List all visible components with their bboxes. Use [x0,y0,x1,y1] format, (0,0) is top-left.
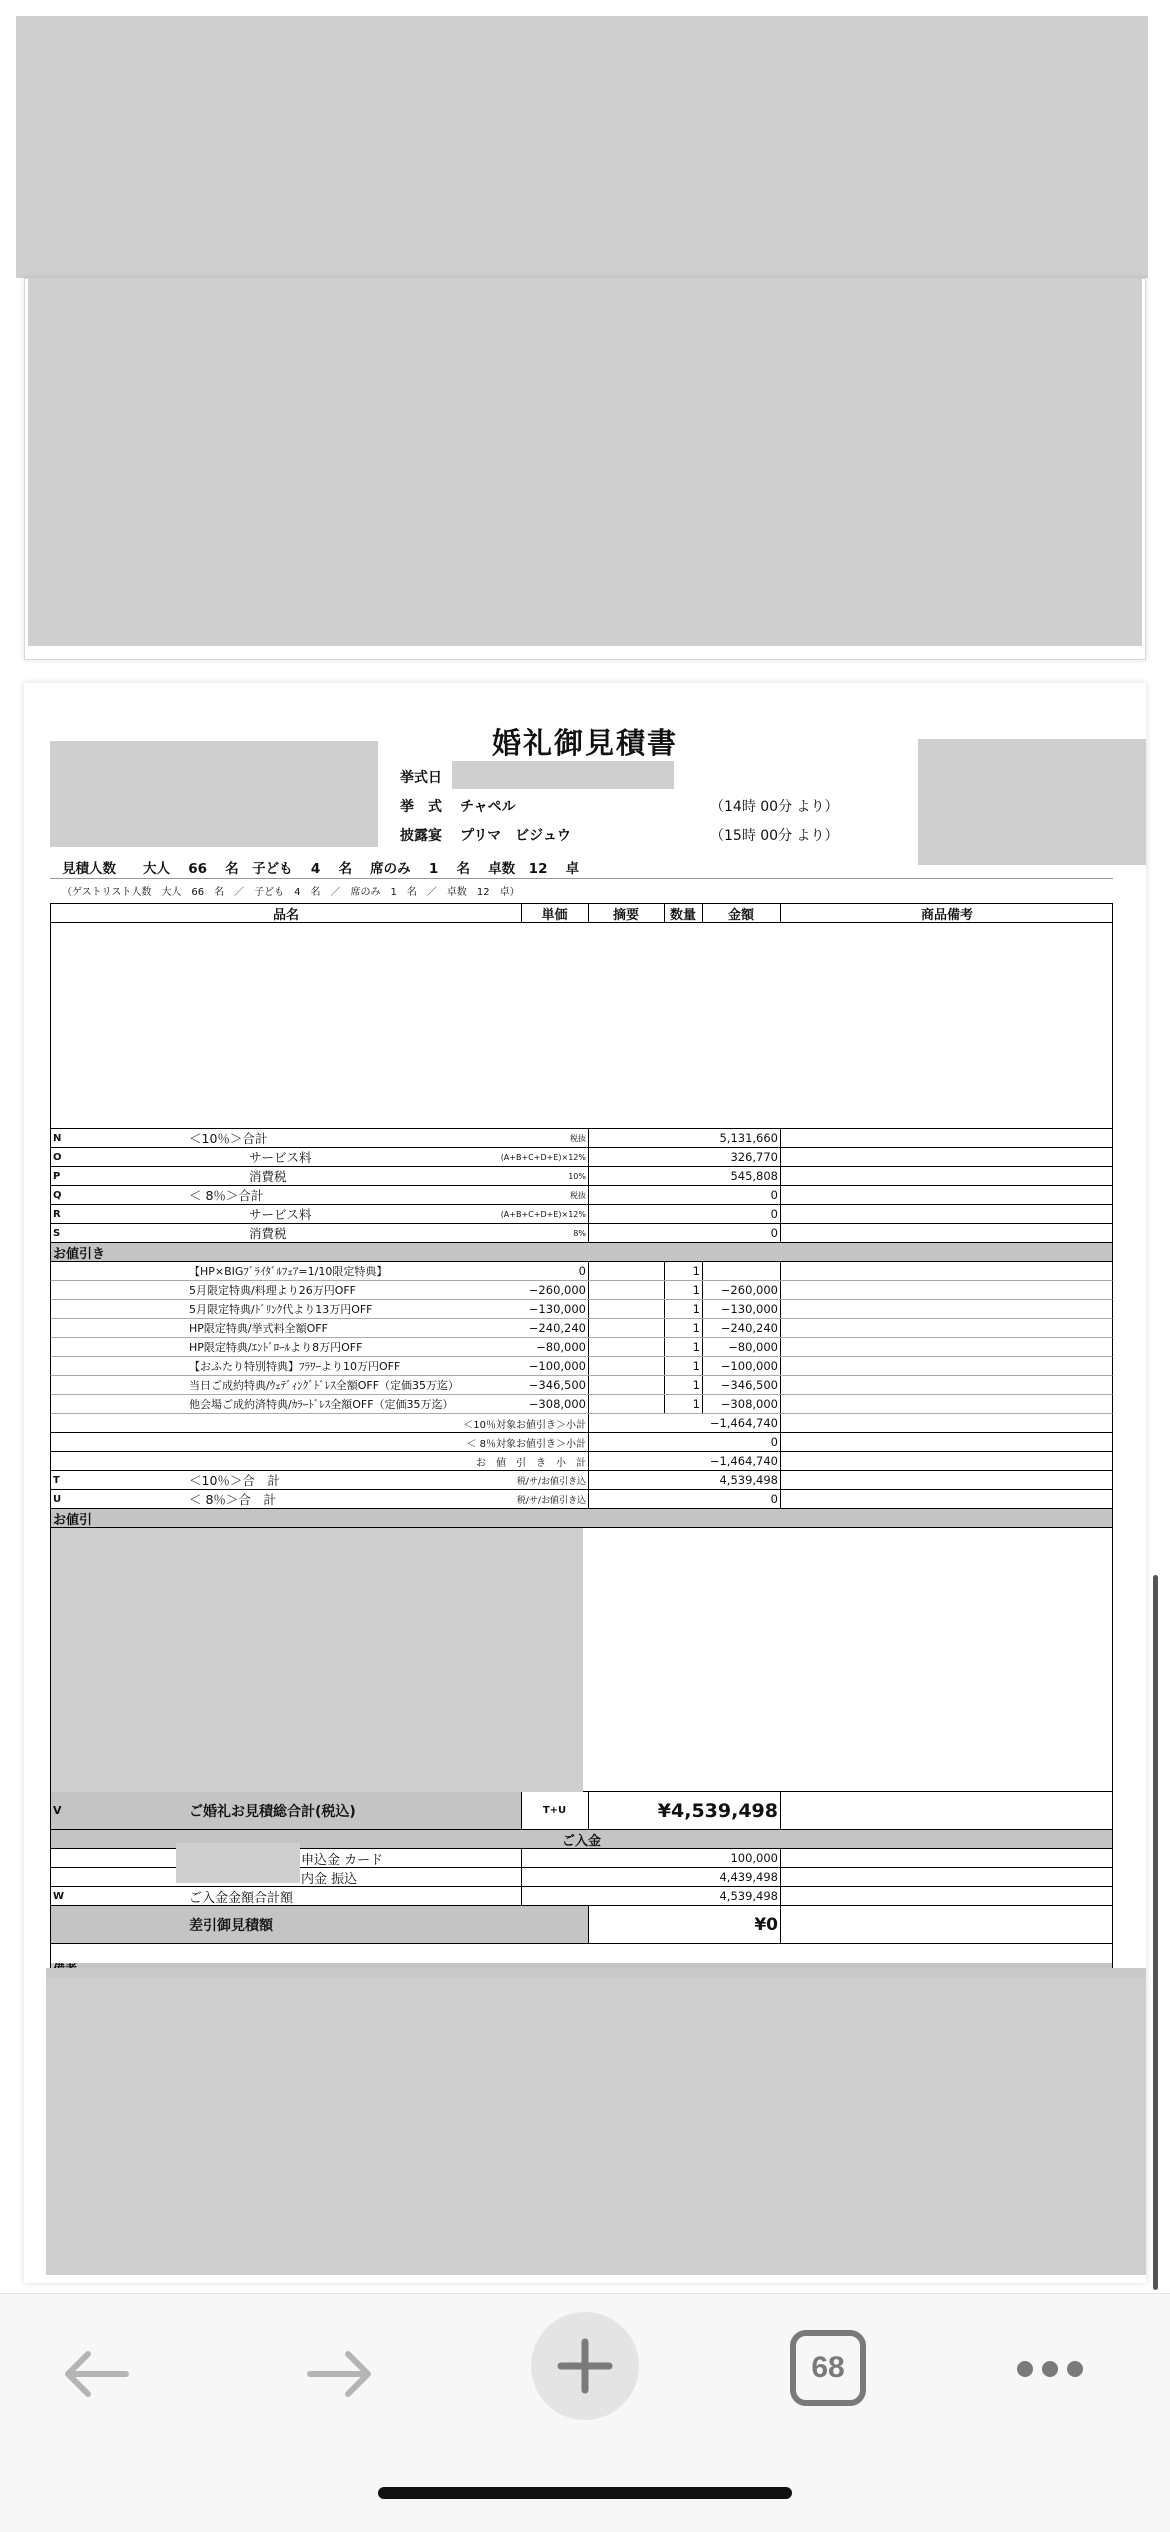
row-name: ＜ 8％＞合計 [189,1188,264,1203]
discount-subtotal-label: ＜ 8％対象お値引き＞小計 [466,1438,586,1450]
discount-subtotal-label: お 値 引 き 小 計 [476,1457,586,1469]
back-button[interactable] [50,2334,140,2414]
redacted-discount2-content [51,1528,583,1792]
redacted-remarks [46,1973,1146,2275]
discount-subtotal-row [50,1414,1113,1433]
grand-total-label: ご婚礼お見積総合計(税込) [189,1803,356,1820]
subtotal-row [50,1129,1113,1148]
discount-row [50,1281,1113,1300]
discount2-area [50,1528,1113,1792]
total-row [50,1471,1113,1490]
discount-name: 5月限定特典/料理より26万円OFF [189,1284,357,1297]
row-code: O [53,1151,62,1163]
discount-amount: −100,000 [720,1359,778,1373]
discount-qty: 1 [692,1378,700,1392]
discount-subtotal-label: ＜10％対象お値引き＞小計 [463,1419,586,1431]
discount-name: HP限定特典/挙式料全額OFF [189,1322,328,1335]
header-qty: 数量 [669,907,696,922]
row-code: N [53,1132,62,1144]
reception-label: 披露宴 [400,828,442,844]
payment-section-label: ご入金 [561,1833,601,1848]
total-memo: 税/サ/お値引き込 [516,1495,586,1506]
row-amount: 0 [770,1188,778,1202]
total-code: T [53,1474,60,1486]
payment-total-row [50,1887,1113,1906]
header-unit-price: 単価 [541,907,568,922]
row-memo: (A+B+C+D+E)×12% [500,1209,586,1219]
more-button[interactable] [1010,2334,1090,2404]
discount-amount: −308,000 [720,1397,778,1411]
estimate-table [50,903,1113,1975]
discount-rows [50,1262,1113,1414]
subtotal-rows [50,1129,1113,1243]
balance-amount: ¥0 [754,1914,778,1935]
row-amount: 5,131,660 [719,1131,778,1145]
discount-row [50,1395,1113,1414]
discount-row [50,1262,1113,1281]
grand-total-amount: ¥4,539,498 [657,1799,778,1822]
ceremony-label: 挙 式 [400,799,442,815]
home-indicator [378,2487,792,2499]
grand-total-code: V [53,1804,62,1817]
discount-name: 当日ご成約特典/ｳｪﾃﾞｨﾝｸﾞﾄﾞﾚｽ全額OFF（定価35万迄） [189,1379,460,1392]
estimate-document [24,683,1146,2283]
row-name: 消費税 [249,1226,287,1241]
header-amount: 金額 [727,907,754,922]
header-notes: 商品備考 [920,907,973,922]
discount-subtotal-amount: 0 [770,1435,778,1449]
discount-name: 【おふたり特別特典】ﾌﾗﾜｰより10万円OFF [189,1360,401,1373]
reception-venue: プリマ ビジュウ [460,828,571,844]
discount-amount: −80,000 [728,1340,778,1354]
payment-amount: 4,439,498 [719,1870,778,1884]
document-title: 婚礼御見積書 [491,726,678,760]
payment-amount: 100,000 [730,1851,778,1865]
row-amount: 0 [770,1207,778,1221]
discount-subtotal-amount: −1,464,740 [709,1416,778,1430]
row-name: ＜10％＞合計 [189,1131,268,1146]
subtotal-row [50,1205,1113,1224]
redacted-payer-name [176,1843,300,1883]
discount-name: 他会場ご成約済特典/ｶﾗｰﾄﾞﾚｽ全額OFF（定価35万迄） [189,1398,454,1411]
balance-label: 差引御見積額 [189,1917,273,1934]
total-memo: 税/サ/お値引き込 [516,1476,586,1487]
discount-unit-price: −130,000 [528,1302,586,1316]
subtotal-row [50,1224,1113,1243]
payment-total-code: W [53,1890,65,1902]
discount-amount [702,1262,778,1280]
subtotal-row [50,1148,1113,1167]
discount-qty: 1 [692,1340,700,1354]
row-memo: 税抜 [570,1190,586,1200]
redacted-logo [918,739,1146,865]
row-code: Q [53,1189,62,1201]
redaction-overlap [46,1968,1146,1978]
discount-subtotal-row [50,1433,1113,1452]
discount-qty: 1 [692,1397,700,1411]
tabs-button[interactable] [790,2330,866,2406]
total-name: ＜ 8％＞合 計 [189,1492,276,1507]
discount-qty: 1 [692,1321,700,1335]
guest-sub-line: （ゲストリスト人数 大人 66 名 ／ 子ども 4 名 ／ 席のみ 1 名 ／ 卓数 12 卓） [62,887,520,898]
row-name: 消費税 [249,1169,287,1184]
discount-subtotal-rows [50,1414,1113,1471]
redacted-ceremony-date [452,761,674,789]
discount2-section-header [50,1509,1113,1528]
total-amount: 4,539,498 [719,1473,778,1487]
ceremony-venue: チャペル [460,799,516,815]
row-name: サービス料 [249,1150,312,1165]
row-memo: 税抜 [570,1133,586,1143]
discount-row [50,1357,1113,1376]
row-code: R [53,1208,61,1220]
discount-row [50,1376,1113,1395]
discount-unit-price: −346,500 [528,1378,586,1392]
payment-total-amount: 4,539,498 [719,1889,778,1903]
balance-row [50,1906,1113,1944]
ceremony-date-label: 挙式日 [400,770,442,786]
guest-line-underline [50,878,1113,879]
redacted-top-banner [16,16,1148,278]
plus-icon [557,2338,613,2394]
subtotal-row [50,1186,1113,1205]
row-amount: 326,770 [730,1150,778,1164]
discount-section-label: お値引き [53,1246,106,1261]
grand-total-formula: T+U [542,1805,567,1816]
discount-unit-price: −100,000 [528,1359,586,1373]
scrollbar[interactable] [1153,1575,1158,2290]
item-list-area [50,923,1113,1129]
row-code: S [53,1227,61,1239]
forward-arrow-icon [306,2349,376,2399]
discount-qty: 1 [692,1264,700,1278]
discount-row [50,1300,1113,1319]
discount-subtotal-amount: −1,464,740 [709,1454,778,1468]
payment-total-label: ご入金金額合計額 [189,1890,294,1905]
payment-label: 内金 振込 [301,1871,358,1886]
discount-amount: −130,000 [720,1302,778,1316]
discount-row [50,1338,1113,1357]
discount-section-header [50,1243,1113,1262]
total-amount: 0 [770,1492,778,1506]
row-memo: (A+B+C+D+E)×12% [500,1152,586,1162]
table-header [50,903,1113,923]
discount-subtotal-row [50,1452,1113,1471]
redacted-previous-page [28,278,1142,646]
row-name: サービス料 [249,1207,312,1222]
discount2-section-label: お値引 [53,1512,93,1527]
discount-amount: −260,000 [720,1283,778,1297]
subtotal-row [50,1167,1113,1186]
new-tab-button[interactable] [531,2312,639,2420]
total-rows [50,1471,1113,1509]
row-memo: 8% [573,1228,586,1238]
discount-qty: 1 [692,1359,700,1373]
redacted-couple-name [50,741,378,847]
header-summary: 摘要 [612,907,639,922]
discount-amount: −346,500 [720,1378,778,1392]
forward-button[interactable] [296,2334,386,2414]
total-code: U [53,1493,62,1505]
total-row [50,1490,1113,1509]
grand-total-row [50,1792,1113,1830]
row-amount: 0 [770,1226,778,1240]
discount-row [50,1319,1113,1338]
tab-count: 68 [811,2351,845,2384]
discount-unit-price: 0 [578,1264,586,1278]
discount-qty: 1 [692,1302,700,1316]
spacer-row [50,1944,1113,1963]
discount-qty: 1 [692,1283,700,1297]
payment-label: 申込金 カード [301,1852,384,1867]
discount-unit-price: −80,000 [536,1340,586,1354]
guest-count-line: 見積人数 大人 66 名 子ども 4 名 席のみ 1 名 卓数 12 卓 [62,861,580,877]
discount-amount: −240,240 [720,1321,778,1335]
discount-name: 【HP×BIGﾌﾞﾗｲﾀﾞﾙﾌｪｱ=1/10限定特典】 [189,1265,388,1278]
header-item: 品名 [272,907,299,922]
row-memo: 10% [568,1171,586,1181]
more-icon [1015,2359,1085,2379]
discount-unit-price: −240,240 [528,1321,586,1335]
back-arrow-icon [60,2349,130,2399]
discount-name: HP限定特典/ｴﾝﾄﾞﾛｰﾙより8万円OFF [189,1341,363,1354]
discount-unit-price: −308,000 [528,1397,586,1411]
discount-name: 5月限定特典/ﾄﾞﾘﾝｸ代より13万円OFF [189,1303,373,1316]
ceremony-time: （14時 00分 より） [710,799,839,815]
reception-time: （15時 00分 より） [710,828,839,844]
row-amount: 545,808 [730,1169,778,1183]
total-name: ＜10％＞合 計 [189,1473,280,1488]
row-code: P [53,1170,61,1182]
discount-unit-price: −260,000 [528,1283,586,1297]
